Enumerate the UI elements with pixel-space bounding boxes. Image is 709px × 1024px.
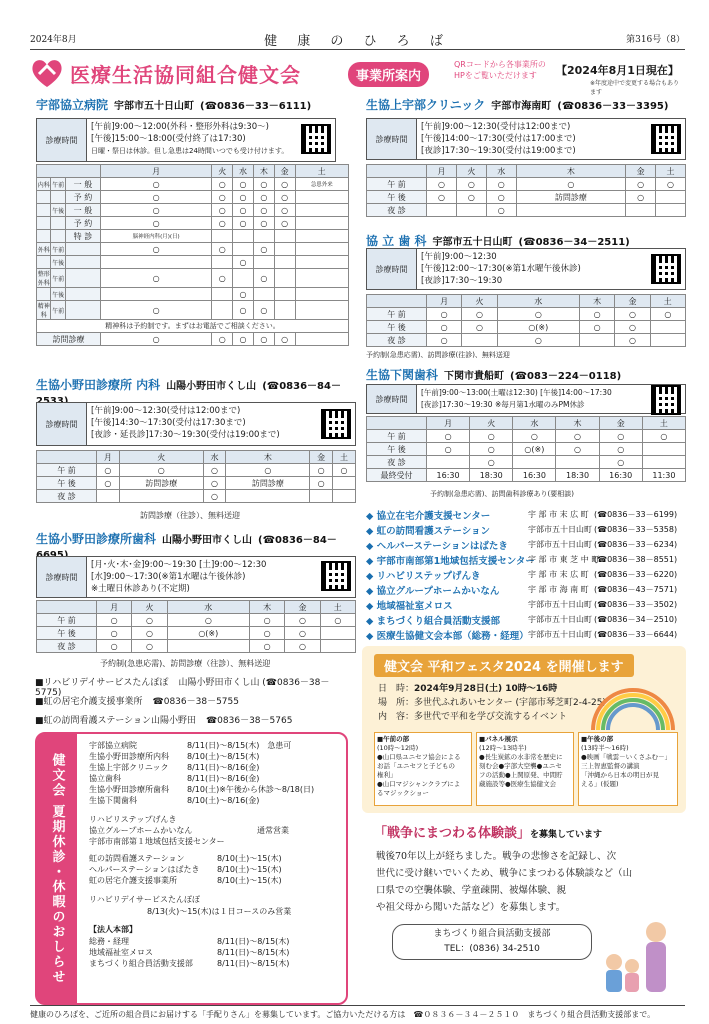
ube-hours-text: [午前]9:00～12:00(外科・整形外科は9:30～) [午後]15:00～18:00(受付終了は17:30) 日曜・祭日は休診。但し急患は24時間いつでも受け付けます。 — [91, 122, 289, 155]
day-header: 火 — [456, 165, 486, 178]
table-row: 夜 診 ○ — [37, 490, 356, 503]
table-row: 外科 午前 ○ ○ ○ — [37, 243, 349, 256]
shimonoseki-hours: 診療時間 [午前]9:00～13:00(土曜は12:30) [午後]14:00～17:30 [夜診]17:30～19:30 ※毎月第1水曜のみPM休診 — [366, 384, 686, 414]
table-row: 内科 午前 一 般 ○ ○ ○ ○ ○ 急患外来 — [37, 178, 349, 191]
day-header: 土 — [656, 165, 686, 178]
table-row: 整形外科 午前 ○ ○ ○ — [37, 269, 349, 288]
facility-item: ◆ 協立在宅介護支援センター 宇 部 市 末 広 町 (☎0836－33－6199) — [366, 510, 678, 522]
page-header — [30, 30, 685, 49]
table-row: 午後 ○ — [37, 256, 349, 269]
kamiube-heading: 生協上宇部クリニック 宇部市海南町 (☎0836－33－3395) — [366, 98, 669, 112]
facility-item: ◆ 虹の訪問看護ステーション 宇部市五十日山町 (☎0836－33－5358) — [366, 525, 678, 537]
ube-heading — [36, 96, 311, 113]
day-header: 土 — [642, 417, 685, 430]
table-row: 午 前 ○ ○ ○ ○ ○ ○ — [367, 178, 686, 191]
kamiube-schedule-table — [366, 164, 686, 217]
holiday-box: 健文会 夏期休診・休暇のおしらせ 宇部協立病院 8/11(日)～8/15(木) 急患可 生協小野田診療所内科 8/10(土)～8/15(木) 生協上宇部クリニック 8/11(日)～8/16(金) 協立歯科 8/11(日)～8/16(金) 生協小野田診療所歯科 8/10(土)※午後から休診～8/18(日) 生協下関歯科 8/10(土)～8/16(金) リハビリステップげんき 協立グループホームかいなん 宇部市南部第１地域包括支援センター 通常営業 虹の訪問看護ステーション 8/10(土)～15(木) ヘルパーステーションはばたき 8/10(土)～15(木) 虹の居宅介護支援事業所 8/10(土)～15(木) リハビリデイサービスたんぽぽ 8/13(火)～15(木)は１日コースのみ営業 【法人本部】 総務・経理 8/11(日)～8/15(木) 地域福祉室メロス 8/11(日)～8/15(木) まちづくり組合員活動支援部 8/11(日)～8/15(木) — [35, 732, 348, 1005]
day-header: 月 — [97, 451, 120, 464]
day-header: 水 — [497, 295, 579, 308]
heart-logo-icon — [30, 56, 64, 90]
table-row: 最終受付 16:30 18:30 16:30 18:30 16:30 11:30 — [367, 469, 686, 482]
table-row: 午後 ○ — [37, 288, 349, 301]
panel-exhibit: ■パネル展示 (12時～13時半) ●長生炭鉱の水非常を歴史に 刻む会●宇部大空襲●ユニセ フの活動●上関原発、中間貯 蔵施設等●医療生協健文会 — [476, 732, 574, 806]
footer: 健康のひろばを、ご近所の組合員にお届けする「手配りさん」を募集しています。ご協力いただける方は ☎０８３６－３４－２５１０ まちづくり組合員活動支援部まで。 — [30, 1005, 685, 1019]
day-header: 火 — [119, 451, 203, 464]
day-header: 水 — [513, 417, 556, 430]
other-item: ■虹の訪問看護ステーション山陽小野田 ☎0836－38－5765 — [35, 716, 293, 726]
facility-item: ◆ 協立グループホームかいなん 宇 部 市 海 南 町 (☎0836－43－7571) — [366, 585, 678, 597]
onoda-dental-hours: 診療時間 [月･火･木･金]9:00～19:30 [土]9:00～12:30 [水]9:00～17:30(※第1水曜は午後休診) ※土曜日休診あり(不定期) — [36, 556, 356, 598]
table-row: 予 約 ○ ○ ○ ○ ○ — [37, 217, 349, 230]
day-header: 月 — [427, 417, 470, 430]
kyoritsu-dental-hours: 診療時間 [午前]9:00～12:30 [午後]12:00～17:30(※第1水曜午後休診) [夜診]17:30～19:30 — [366, 248, 686, 290]
day-header: 金 — [626, 165, 656, 178]
day-header: 金 — [599, 417, 642, 430]
onoda-dental-table — [36, 600, 356, 653]
shimonoseki-note: 予約制(急患応需)、訪問歯科診療あり(要相談) — [430, 490, 574, 498]
table-row: 夜 診 ○ — [367, 204, 686, 217]
table-row: 午 前 ○ ○ ○ ○ ○ ○ — [37, 464, 356, 477]
war-stories-section: 「戦争にまつわる体験談」を募集しています 戦後70年以上が経ちました。戦争の悲惨さを記録し、次 世代に受け継いでいくため、戦争にまつわる体験談など（山 口県での空襲体験、学童疎開、被爆体験、親 や祖父母から聞いた話など）を募集します。 まちづくり組合員活動支援部 TEL：(0836) 34-2510 — [362, 820, 686, 1005]
table-row: 午 後 ○ ○ ○(※) ○ ○ — [367, 443, 686, 456]
ube-hours — [36, 118, 336, 162]
table-row: 予 約 ○ ○ ○ ○ ○ — [37, 191, 349, 204]
day-header: 火 — [470, 417, 513, 430]
facility-item: ◆ ヘルパーステーションはばたき 宇部市五十日山町 (☎0836－33－6234) — [366, 540, 678, 552]
table-row: 午 後 ○ ○ ○(※) ○ ○ — [367, 321, 686, 334]
other-item: ■虹の居宅介護支援事業所 ☎0836－38－5755 — [35, 697, 239, 707]
table-row: 午 後 ○ ○ ○ 訪問診療 ○ — [367, 191, 686, 204]
table-row: 夜 診 ○ ○ ○ — [367, 334, 686, 347]
kamiube-hours: 診療時間 [午前]9:00～12:30(受付は12:00まで) [午後]14:00～17:30(受付は17:00まで) [夜診]17:30～19:30(受付は19:00まで) — [366, 118, 686, 160]
facility-item: ◆ まちづくり組合員活動支援部 宇部市五十日山町 (☎0836－34－2510) — [366, 615, 678, 627]
table-row: 午 前 ○ ○ ○ ○ ○ ○ — [367, 308, 686, 321]
header-issue: 第316号（8） — [626, 35, 685, 45]
facility-list — [366, 508, 686, 643]
other-facilities — [35, 675, 355, 732]
ube-tel: (☎0836－33－6111) — [200, 101, 312, 112]
grandmother-children-icon — [592, 910, 682, 1000]
day-header: 木 — [516, 165, 626, 178]
facility-item: ◆ リハビリステップげんき 宇 部 市 末 広 町 (☎0836－33－6220) — [366, 570, 678, 582]
peace-title: 健文会 平和フェスタ2024 を開催します — [374, 654, 634, 677]
table-row: 夜 診 ○ ○ — [367, 456, 686, 469]
day-header: 月 — [427, 165, 457, 178]
day-header: 月 — [427, 295, 462, 308]
peace-festa: 健文会 平和フェスタ2024 を開催します 日 時：2024年9月28日(土) 10時～16時 場 所：多世代ふれあいセンター (宇部市琴芝町2-4-25) 内 容：多世代で平和を学び交流するイベント ■午前の部 (10時～12時) ●山口県ユニセフ協会による お話「ユニセフと子どもの 権利」 ●山口マジシャンクラブによ るマジックショー ■パネル展示 (12時～13時半) ●長生炭鉱の水非常を歴史に 刻む会●宇部大空襲●ユニセ フの活動●上関原発、中間貯 蔵施設等●医療生協健文会 ■午後の部 (13時半～16時) ●映画「戦雲－いくさふむ－」 三上智恵監督の講演 「沖縄から日本の明日が見 える」(仮題) — [362, 646, 686, 813]
kyoritsu-dental-table — [366, 294, 686, 347]
onoda-dental-heading: 生協小野田診療所歯科 山陽小野田市くし山 (☎0836－84－ — [36, 532, 337, 546]
onoda-heading: 生協小野田診療所 内科 山陽小野田市くし山 (☎0836－84－ — [36, 378, 341, 392]
kyoritsu-dental-note: 予約制(急患応需)、訪問診療(往診)、無料送迎 — [366, 351, 510, 359]
onoda-note: 訪問診療（往診）、無料送迎 — [140, 511, 240, 520]
ube-name: 宇部協立病院 — [36, 98, 109, 112]
day-header: 水 — [486, 165, 516, 178]
table-row: 午 後 ○ ○ ○(※) ○ ○ — [37, 627, 356, 640]
hours-label: 診療時間 — [37, 119, 87, 161]
day-header: 木 — [579, 295, 614, 308]
holiday-side-title: 健文会 夏期休診・休暇のおしらせ — [37, 734, 77, 1003]
am-panel: ■午前の部 (10時～12時) ●山口県ユニセフ協会による お話「ユニセフと子どもの 権利」 ●山口マジシャンクラブによ るマジックショー — [374, 732, 472, 806]
table-row: 精神科 午前 ○ ○ ○ — [37, 301, 349, 320]
ube-addr: 宇部市五十日山町 — [114, 101, 195, 112]
kyoritsu-dental-heading: 協 立 歯 科 宇部市五十日山町 (☎0836－34－2511) — [366, 234, 630, 248]
table-row: 午 前 ○ ○ ○ ○ ○ ○ — [37, 614, 356, 627]
as-of-date: 【2024年8月1日現在】 — [556, 64, 679, 77]
header-title: 健 康 の ひ ろ ば — [264, 34, 451, 49]
day-header: 金 — [615, 295, 650, 308]
change-note: ※年度途中で変更する場合もあります — [590, 80, 680, 96]
facility-item: ◆ 医療生協健文会本部（総務・経理） 宇部市五十日山町 (☎0836－33－6644) — [366, 630, 678, 642]
facility-item: ◆ 宇部市南部第1地域包括支援センター 宇 部 市 東 芝 中 町 (☎0836－38－8551) — [366, 555, 678, 567]
qr-note: QRコードから各事業所のHPをご覧いただけます — [454, 60, 546, 80]
onoda-hours: 診療時間 [午前]9:00～12:30(受付は12:00まで) [午後]14:30～17:30(受付は17:30まで) [夜診・延長診]17:30～19:30(受付は19:00まで) — [36, 402, 356, 446]
header-date: 2024年8月 — [30, 35, 77, 45]
org-title: 医療生活協同組合健文会 — [70, 63, 301, 87]
other-item: ■リハビリデイサービスたんぽぽ 山陽小野田市くし山 (☎0836－38－5775) — [35, 678, 330, 698]
day-header: 火 — [462, 295, 497, 308]
day-header: 月 — [97, 601, 132, 614]
day-header: 水 — [203, 451, 226, 464]
day-header: 木 — [226, 451, 310, 464]
table-row: 午後 一 般 ○ ○ ○ ○ ○ — [37, 204, 349, 217]
qr-code-icon[interactable] — [301, 124, 331, 154]
onoda-table — [36, 450, 356, 503]
day-header: 水 — [167, 601, 249, 614]
day-header: 土 — [333, 451, 356, 464]
qr-code-icon[interactable] — [651, 385, 681, 415]
day-header: 金 — [285, 601, 320, 614]
rainbow-dove-icon — [588, 680, 678, 730]
pm-panel: ■午後の部 (13時半～16時) ●映画「戦雲－いくさふむ－」 三上智恵監督の講演 「沖縄から日本の明日が見 える」(仮題) — [578, 732, 678, 806]
table-row: 夜 診 ○ ○ ○ ○ — [37, 640, 356, 653]
table-row: 特 診 脳神経内科(月)(日) — [37, 230, 349, 243]
day-header: 木 — [249, 601, 284, 614]
day-header: 火 — [132, 601, 167, 614]
shimonoseki-heading: 生協下関歯科 下関市貴船町 (☎083－224－0118) — [366, 368, 622, 382]
qr-code-icon[interactable] — [321, 409, 351, 439]
day-header: 土 — [320, 601, 355, 614]
header-rule — [30, 49, 685, 50]
day-header: 木 — [556, 417, 599, 430]
table-row: 午 後 ○ 訪問診療 ○ 訪問診療 ○ — [37, 477, 356, 490]
shimonoseki-table — [366, 416, 686, 482]
contact-box: まちづくり組合員活動支援部 TEL：(0836) 34-2510 — [392, 924, 592, 960]
day-header: 金 — [310, 451, 333, 464]
facility-item: ◆ 地域福祉室メロス 宇部市五十日山町 (☎0836－33－3502) — [366, 600, 678, 612]
guide-badge: 事業所案内 — [348, 62, 429, 87]
qr-code-icon[interactable] — [651, 254, 681, 284]
table-row: 午 前 ○ ○ ○ ○ ○ ○ — [367, 430, 686, 443]
qr-code-icon[interactable] — [651, 124, 681, 154]
onoda-dental-note: 予約制(急患応需)、訪問診療（往診）、無料送迎 — [100, 659, 271, 668]
ube-schedule-table: 月 火 水 木 金 土 内科 午前 一 般 ○ ○ ○ ○ ○ 急患外来 予 約 ○ ○ ○ ○ ○ 午後 一 般 ○ ○ ○ ○ ○ 予 約 ○ ○ ○ ○ ○ 特 診 脳神経内科(月)(日) 外科 午前 ○ ○ ○ 午後 ○ 整形外科 午前 ○ ○ ○ 午後 ○ 精神科 午前 ○ ○ ○ 精神科は予約制です。まずはお電話でご相談ください。 訪問診療 ○ ○ ○ ○ ○ — [36, 164, 349, 346]
title-bar — [30, 56, 685, 94]
qr-code-icon[interactable] — [321, 561, 351, 591]
day-header: 土 — [650, 295, 685, 308]
